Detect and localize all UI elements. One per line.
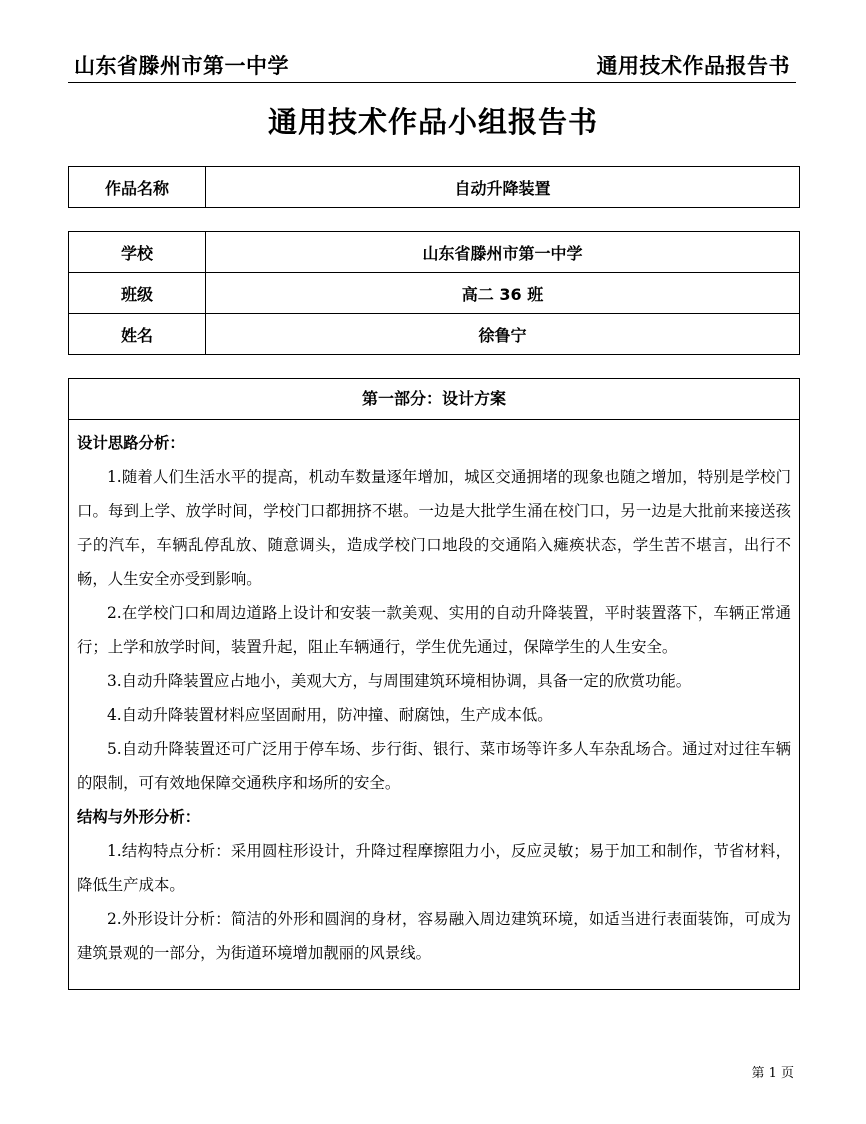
structure-heading: 结构与外形分析： (77, 808, 201, 826)
section-heading: 第一部分：设计方案 (69, 379, 799, 420)
work-name-value: 自动升降装置 (206, 167, 800, 208)
design-heading: 设计思路分析： (77, 434, 185, 452)
design-point: 2.在学校门口和周边道路上设计和安装一款美观、实用的自动升降装置，平时装置落下，车辆正常通行；上学和放学时间，装置升起，阻止车辆通行，学生优先通过，保障学生的人生安全。 (77, 604, 791, 656)
name-label: 姓名 (69, 314, 206, 355)
work-name-table (68, 166, 800, 208)
class-value: 高二 36 班 (206, 273, 800, 314)
design-section (68, 378, 800, 990)
section-body (69, 420, 799, 970)
work-name-label: 作品名称 (69, 167, 206, 208)
page-number: 第 1 页 (751, 1066, 794, 1081)
design-point: 4.自动升降装置材料应坚固耐用，防冲撞、耐腐蚀，生产成本低。 (107, 706, 553, 724)
header-school: 山东省滕州市第一中学 (74, 54, 289, 78)
school-label: 学校 (69, 232, 206, 273)
class-label: 班级 (69, 273, 206, 314)
name-value: 徐鲁宁 (206, 314, 800, 355)
header-doc-type: 通用技术作品报告书 (596, 54, 790, 78)
structure-point: 1.结构特点分析：采用圆柱形设计，升降过程摩擦阻力小，反应灵敏；易于加工和制作，节省材料，降低生产成本。 (77, 842, 791, 894)
design-point: 3.自动升降装置应占地小，美观大方，与周围建筑环境相协调，具备一定的欣赏功能。 (107, 672, 692, 690)
student-info-table (68, 231, 800, 355)
design-point: 5.自动升降装置还可广泛用于停车场、步行街、银行、菜市场等许多人车杂乱场合。通过对过往车辆的限制，可有效地保障交通秩序和场所的安全。 (77, 740, 791, 792)
school-value: 山东省滕州市第一中学 (206, 232, 800, 273)
page-title: 通用技术作品小组报告书 (267, 105, 598, 139)
design-point: 1.随着人们生活水平的提高，机动车数量逐年增加，城区交通拥堵的现象也随之增加，特别是学校门口。每到上学、放学时间，学校门口都拥挤不堪。一边是大批学生涌在校门口，另一边是大批前来接送孩子的汽车，车辆乱停乱放、随意调头，造成学校门口地段的交通陷入瘫痪状态，学生苦不堪言，出行不畅，人生安全亦受到影响。 (77, 468, 791, 588)
page-header (68, 50, 796, 83)
structure-point: 2.外形设计分析：简洁的外形和圆润的身材，容易融入周边建筑环境，如适当进行表面装饰，可成为建筑景观的一部分，为街道环境增加靓丽的风景线。 (77, 910, 791, 962)
